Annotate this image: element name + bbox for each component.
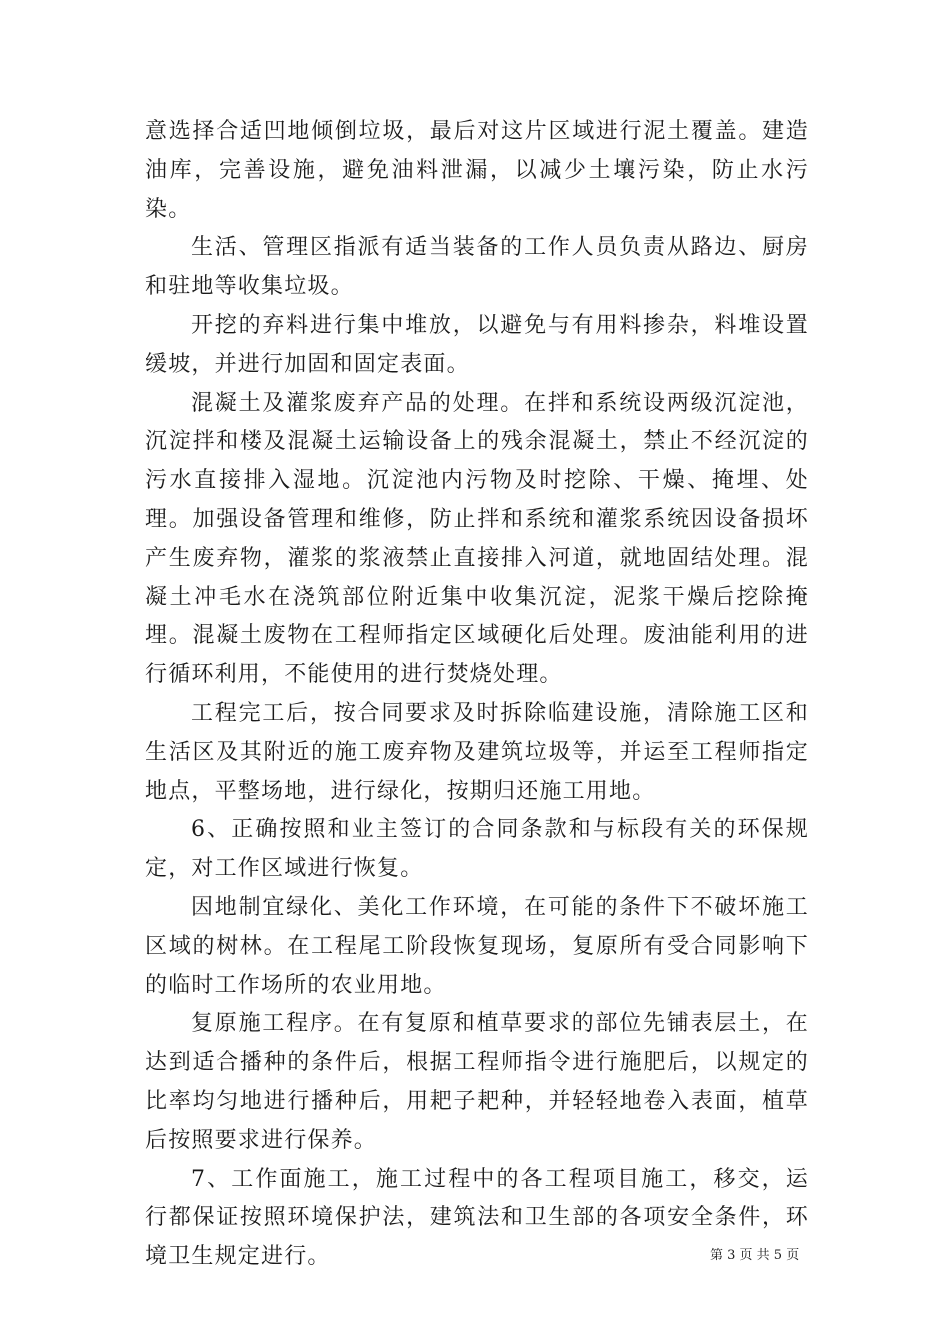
paragraph-1: 意选择合适凹地倾倒垃圾，最后对这片区域进行泥土覆盖。建造油库，完善设施，避免油料泄漏，以减少土壤污染，防止水污染。: [145, 119, 809, 222]
paragraph-8: 复原施工程序。在有复原和植草要求的部位先铺表层土，在达到适合播种的条件后，根据工程师指令进行施肥后，以规定的比率均匀地进行播种后，用耙子耙种，并轻轻地卷入表面，植草后按照要求进行保养。: [145, 1011, 809, 1153]
paragraph-9: 7、工作面施工，施工过程中的各工程项目施工，移交，运行都保证按照环境保护法，建筑法和卫生部的各项安全条件，环境卫生规定进行。: [145, 1166, 809, 1270]
paragraph-2: 生活、管理区指派有适当装备的工作人员负责从路边、厨房和驻地等收集垃圾。: [145, 235, 809, 300]
page-number-footer: 第 3 页 共 5 页: [710, 1248, 800, 1263]
document-body: [145, 113, 809, 1277]
paragraph-7: 因地制宜绿化、美化工作环境，在可能的条件下不破坏施工区域的树林。在工程尾工阶段恢复现场，复原所有受合同影响下的临时工作场所的农业用地。: [145, 894, 809, 998]
paragraph-4: 混凝土及灌浆废弃产品的处理。在拌和系统设两级沉淀池，沉淀拌和楼及混凝土运输设备上的残余混凝土，禁止不经沉淀的污水直接排入湿地。沉淀池内污物及时挖除、干燥、掩埋、处理。加强设备管理和维修，防止拌和系统和灌浆系统因设备损坏产生废弃物，灌浆的浆液禁止直接排入河道，就地固结处理。混凝土冲毛水在浇筑部位附近集中收集沉淀，泥浆干燥后挖除掩埋。混凝土废物在工程师指定区域硬化后处理。废油能利用的进行循环利用，不能使用的进行焚烧处理。: [145, 390, 809, 688]
paragraph-6: 6、正确按照和业主签订的合同条款和与标段有关的环保规定，对工作区域进行恢复。: [145, 817, 809, 882]
paragraph-3: 开挖的弃料进行集中堆放，以避免与有用料掺杂，料堆设置缓坡，并进行加固和固定表面。: [145, 312, 809, 377]
paragraph-5: 工程完工后，按合同要求及时拆除临建设施，清除施工区和生活区及其附近的施工废弃物及建筑垃圾等，并运至工程师指定地点，平整场地，进行绿化，按期归还施工用地。: [145, 700, 809, 804]
